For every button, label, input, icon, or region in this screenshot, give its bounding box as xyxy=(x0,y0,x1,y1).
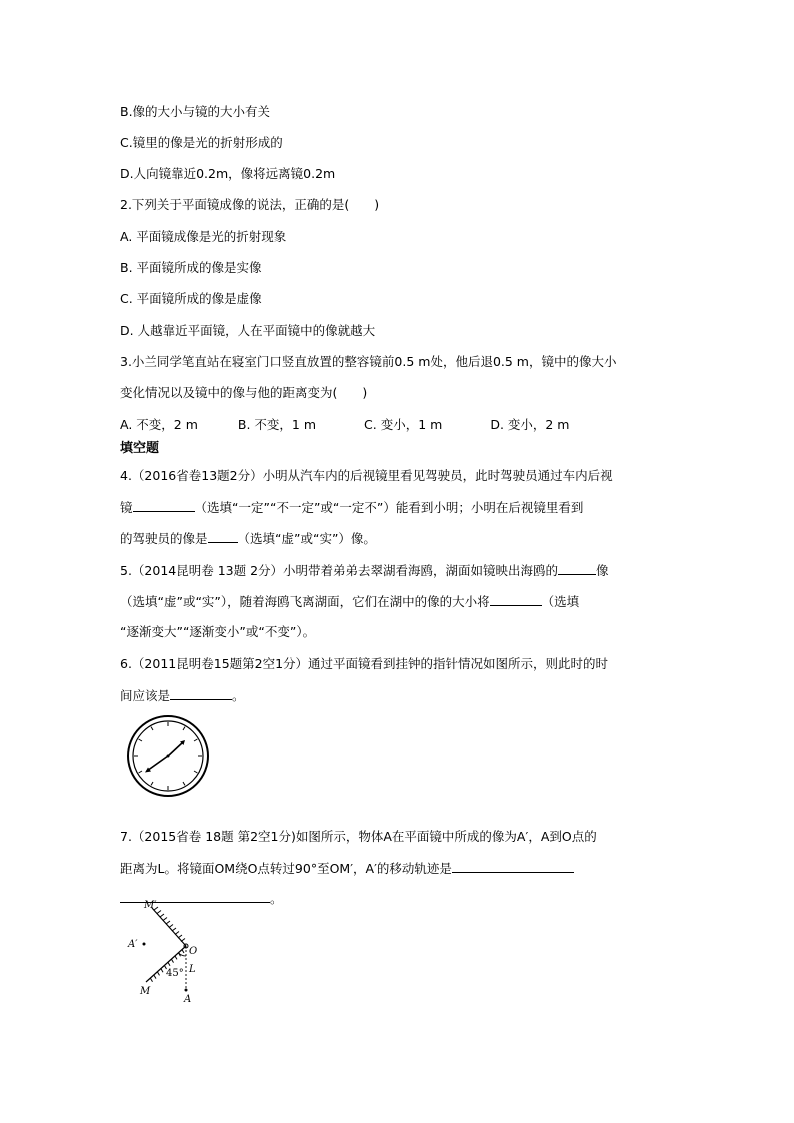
q4-blank-1[interactable] xyxy=(133,498,195,512)
q2-option-c: C. 平面镜所成的像是虚像 xyxy=(120,291,262,306)
q6-blank[interactable] xyxy=(170,686,232,700)
q6-line1: 6.（2011昆明卷15题第2空1分）通过平面镜看到挂钟的指针情况如图所示，则此时的时 xyxy=(120,656,609,671)
q1-option-d: D.人向镜靠近0.2m，像将远离镜0.2m xyxy=(120,166,336,181)
q5-line1: 5.（2014昆明卷 13题 2分）小明带着弟弟去翠湖看海鸥，湖面如镜映出海鸥的 像 xyxy=(120,563,609,578)
q2-option-a: A. 平面镜成像是光的折射现象 xyxy=(120,229,287,244)
point-a xyxy=(185,989,188,992)
q5-blank-2[interactable] xyxy=(490,592,542,606)
label-l: L xyxy=(189,964,196,975)
clock-center xyxy=(167,755,170,758)
q4-line3: 的驾驶员的像是 （选填“虚”或“实”）像。 xyxy=(120,531,376,546)
q7-line2: 距离为L。将镜面OM绕O点转过90°至OM′，A′的移动轨迹是 xyxy=(120,859,574,878)
section-title: 填空题 xyxy=(120,441,160,456)
q4-line2: 镜 （选填“一定”“不一定”或“一定不”）能看到小明；小明在后视镜里看到 xyxy=(120,500,584,515)
clock-hour-hand xyxy=(168,742,183,756)
q2-option-d: D. 人越靠近平面镜，人在平面镜中的像就越大 xyxy=(120,323,376,338)
mirror-om-prime-hatching xyxy=(154,907,185,942)
q4-blank-2[interactable] xyxy=(208,529,238,543)
q3-option-a: A. 不变，2 m xyxy=(120,417,198,432)
q1-option-b: B.像的大小与镜的大小有关 xyxy=(120,104,271,119)
q3-options xyxy=(120,416,570,434)
label-a-prime: A′ xyxy=(128,939,138,950)
q3-option-c: C. 变小，1 m xyxy=(364,417,443,432)
q2-stem: 2.下列关于平面镜成像的说法，正确的是( ) xyxy=(120,197,380,212)
q3-option-b: B. 不变，1 m xyxy=(237,417,317,432)
clock-figure xyxy=(125,713,211,799)
label-o: O xyxy=(189,946,198,957)
q7-line3: 。 xyxy=(120,889,283,908)
q5-line2: （选填“虚”或“实”），随着海鸥飞离湖面，它们在湖中的像的大小将 （选填 xyxy=(120,594,580,609)
q1-option-c: C.镜里的像是光的折射形成的 xyxy=(120,135,283,150)
point-a-prime xyxy=(143,943,146,946)
label-m-prime: M′ xyxy=(144,900,157,911)
q3-option-d: D. 变小，2 m xyxy=(490,417,570,432)
q5-blank-1[interactable] xyxy=(558,561,596,575)
q6-line2: 间应该是 。 xyxy=(120,688,245,703)
q5-line3: “逐渐变大”“逐渐变小”或“不变”）。 xyxy=(120,624,316,639)
q3-stem-line2: 变化情况以及镜中的像与他的距离变为( ) xyxy=(120,385,368,400)
q2-option-b: B. 平面镜所成的像是实像 xyxy=(120,260,262,275)
clock-minute-hand xyxy=(147,756,168,771)
q7-blank-part1[interactable] xyxy=(452,859,574,873)
mirror-figure xyxy=(122,896,222,1004)
label-a: A xyxy=(184,994,192,1004)
q7-line1: 7.（2015省卷 18题 第2空1分)如图所示，物体A在平面镜中所成的像为A′，A到O点的 xyxy=(120,829,597,844)
label-angle: 45° xyxy=(166,968,184,979)
q3-stem-line1: 3.小兰同学笔直站在寝室门口竖直放置的整容镜前0.5 m处，他后退0.5 m，镜中的像大小 xyxy=(120,354,617,369)
q4-line1: 4.（2016省卷13题2分）小明从汽车内的后视镜里看见驾驶员，此时驾驶员通过车内后视 xyxy=(120,468,613,483)
label-m: M xyxy=(140,986,151,997)
